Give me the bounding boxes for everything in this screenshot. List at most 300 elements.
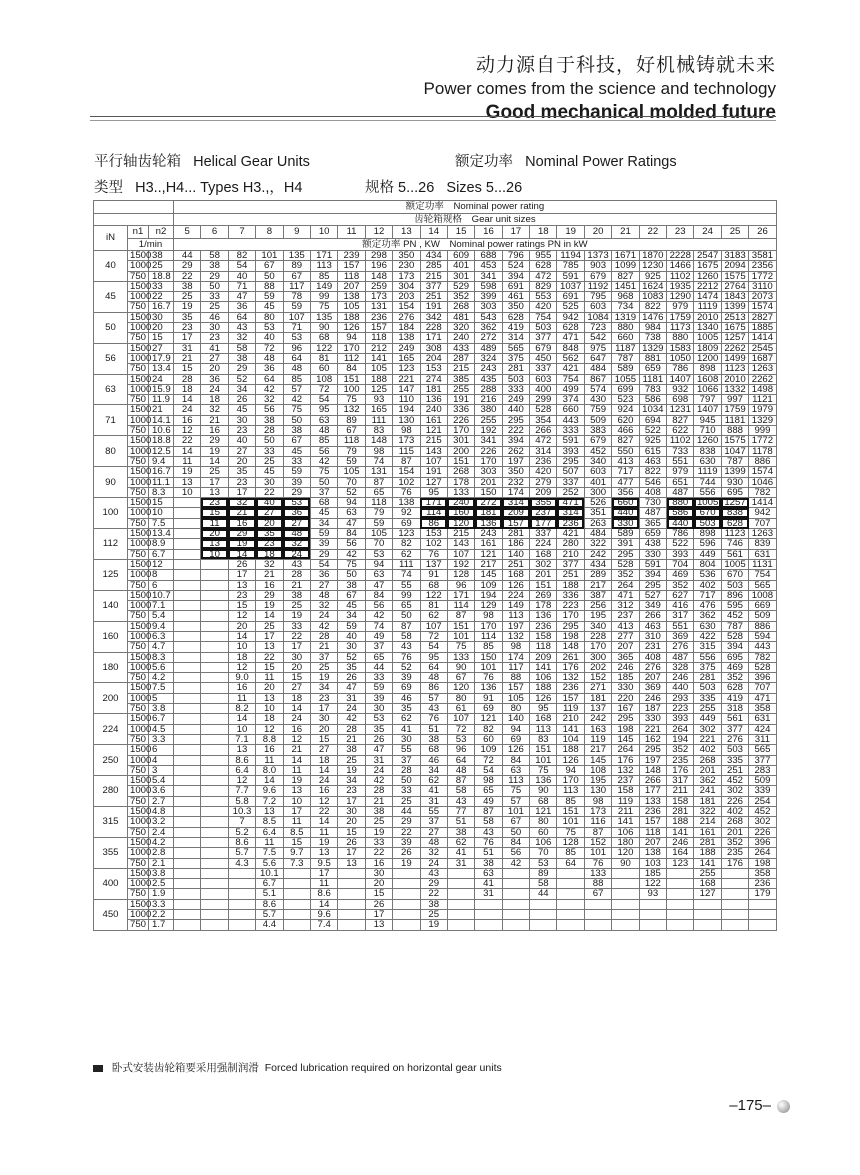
power-cell: 87 [393, 621, 420, 631]
speed-n1: 750 [128, 518, 149, 528]
size-header-6: 6 [201, 226, 228, 239]
table-row [94, 734, 777, 744]
power-cell: 24 [310, 776, 337, 786]
power-cell: 13 [201, 487, 228, 497]
power-cell: 14 [310, 765, 337, 775]
power-cell: 268 [721, 817, 748, 827]
power-cell: 25 [310, 662, 337, 672]
power-cell: 420 [530, 302, 557, 312]
power-cell: 50 [393, 776, 420, 786]
power-cell: 13 [256, 642, 283, 652]
power-cell: 35 [338, 662, 365, 672]
power-cell: 33 [365, 673, 392, 683]
power-cell: 106 [612, 827, 639, 837]
speed-n2: 4.5 [149, 724, 174, 734]
power-cell: 279 [530, 477, 557, 487]
rating-title-cn: 额定功率 [455, 154, 513, 170]
power-cell: 434 [584, 559, 611, 569]
power-cell [447, 899, 474, 909]
table-row [94, 281, 777, 291]
table-row [94, 559, 777, 569]
power-cell: 198 [557, 631, 584, 641]
power-cell [667, 899, 694, 909]
power-cell: 68 [420, 580, 447, 590]
power-cell: 1066 [694, 384, 721, 394]
power-cell: 128 [447, 570, 474, 580]
power-cell: 39 [310, 539, 337, 549]
power-cell: 10 [283, 796, 310, 806]
power-cell: 302 [694, 724, 721, 734]
speed-n2: 5.4 [149, 776, 174, 786]
power-cell: 37 [393, 755, 420, 765]
power-cell: 24 [201, 384, 228, 394]
speed-n1: 1000 [128, 384, 149, 394]
power-cell [201, 827, 228, 837]
power-cell: 74 [365, 621, 392, 631]
power-cell: 350 [502, 467, 529, 477]
power-cell: 660 [557, 405, 584, 415]
power-cell: 81 [420, 601, 447, 611]
power-cell: 141 [365, 353, 392, 363]
speed-n1: 1500 [128, 436, 149, 446]
table-row [94, 693, 777, 703]
power-cell: 2262 [749, 374, 776, 384]
power-cell: 76 [420, 549, 447, 559]
power-cell: 87 [475, 807, 502, 817]
power-cell: 215 [420, 436, 447, 446]
power-cell: 157 [502, 683, 529, 693]
power-cell: 98 [475, 776, 502, 786]
power-cell: 471 [557, 333, 584, 343]
power-cell: 237 [612, 776, 639, 786]
power-cell: 41 [393, 724, 420, 734]
power-cell: 101 [256, 251, 283, 261]
power-cell: 111 [365, 415, 392, 425]
series-title-cn: 平行轴齿轮箱 [94, 154, 181, 170]
table-row [94, 662, 777, 672]
power-cell: 522 [667, 539, 694, 549]
power-cell: 707 [749, 683, 776, 693]
speed-n2: 3.3 [149, 899, 174, 909]
speed-n1: 750 [128, 920, 149, 930]
power-cell: 351 [584, 508, 611, 518]
power-cell [612, 868, 639, 878]
power-cell: 17 [283, 807, 310, 817]
power-cell: 527 [639, 590, 666, 600]
power-cell: 333 [557, 426, 584, 436]
power-cell: 670 [721, 570, 748, 580]
power-cell: 942 [749, 508, 776, 518]
power-cell [201, 734, 228, 744]
power-cell: 98 [584, 796, 611, 806]
power-cell: 377 [557, 559, 584, 569]
speed-n2: 5 [149, 693, 174, 703]
power-cell: 174 [502, 487, 529, 497]
power-cell: 337 [557, 477, 584, 487]
power-cell: 2356 [749, 261, 776, 271]
power-cell: 25 [365, 817, 392, 827]
footnote-bullet-icon [93, 1065, 103, 1072]
power-cell: 68 [420, 745, 447, 755]
power-cell: 328 [667, 662, 694, 672]
speed-n2: 12 [149, 559, 174, 569]
power-cell: 628 [530, 261, 557, 271]
power-cell: 98 [393, 426, 420, 436]
power-cell: 466 [612, 426, 639, 436]
power-cell: 21 [310, 642, 337, 652]
power-cell: 723 [584, 323, 611, 333]
power-cell: 104 [557, 734, 584, 744]
power-cell: 26 [338, 673, 365, 683]
power-cell: 471 [749, 693, 776, 703]
power-cell: 1498 [749, 384, 776, 394]
power-cell [174, 498, 201, 508]
power-cell: 25 [256, 621, 283, 631]
speed-n2: 4.2 [149, 673, 174, 683]
power-cell [721, 899, 748, 909]
power-cell [201, 570, 228, 580]
power-cell: 287 [447, 353, 474, 363]
power-cell: 896 [721, 590, 748, 600]
speed-n2: 38 [149, 251, 174, 261]
power-cell: 628 [502, 312, 529, 322]
power-cell: 28 [174, 374, 201, 384]
table-row [94, 683, 777, 693]
power-cell: 734 [612, 302, 639, 312]
power-cell: 295 [612, 714, 639, 724]
power-cell: 22 [310, 807, 337, 817]
power-cell [201, 714, 228, 724]
power-cell: 358 [749, 704, 776, 714]
speed-n2: 6 [149, 580, 174, 590]
power-cell: 223 [667, 704, 694, 714]
power-cell: 127 [694, 889, 721, 899]
power-cell: 18 [283, 693, 310, 703]
power-cell: 176 [721, 858, 748, 868]
power-cell: 562 [557, 353, 584, 363]
power-cell: 76 [420, 714, 447, 724]
power-cell [174, 765, 201, 775]
power-cell: 35 [228, 467, 255, 477]
slogan-chinese: 动力源自于科技，好机械铸就未来 [475, 54, 776, 76]
power-cell: 20 [365, 879, 392, 889]
speed-n2: 3.8 [149, 868, 174, 878]
power-cell: 932 [667, 384, 694, 394]
power-cell: 18 [174, 384, 201, 394]
size-header-10: 10 [310, 226, 337, 239]
power-cell: 101 [584, 848, 611, 858]
power-cell: 2010 [721, 374, 748, 384]
power-cell: 64 [283, 353, 310, 363]
power-cell: 194 [393, 405, 420, 415]
power-cell: 43 [393, 642, 420, 652]
power-cell: 78 [283, 292, 310, 302]
power-cell: 24 [338, 704, 365, 714]
power-cell: 53 [365, 714, 392, 724]
power-cell: 318 [721, 704, 748, 714]
power-cell: 27 [310, 745, 337, 755]
power-cell [174, 621, 201, 631]
power-cell: 171 [310, 251, 337, 261]
power-cell: 53 [447, 734, 474, 744]
power-cell: 1046 [749, 477, 776, 487]
power-cell: 64 [256, 374, 283, 384]
power-cell: 746 [721, 539, 748, 549]
table-row [94, 261, 777, 271]
power-cell: 151 [447, 621, 474, 631]
power-cell: 72 [256, 343, 283, 353]
power-cell: 301 [447, 436, 474, 446]
power-cell: 7.7 [228, 786, 255, 796]
power-cell: 232 [502, 477, 529, 487]
power-cell: 1260 [694, 436, 721, 446]
power-cell: 694 [639, 415, 666, 425]
power-cell: 18 [256, 549, 283, 559]
power-cell [612, 879, 639, 889]
power-cell: 13 [283, 786, 310, 796]
power-cell: 484 [584, 364, 611, 374]
power-cell: 83 [365, 426, 392, 436]
power-cell: 226 [721, 796, 748, 806]
power-cell: 391 [612, 539, 639, 549]
power-cell: 145 [584, 755, 611, 765]
power-cell [749, 920, 776, 930]
power-cell [338, 899, 365, 909]
rating-title [455, 150, 677, 171]
ratio-in-140: 140 [94, 590, 128, 621]
power-cell [174, 518, 201, 528]
power-cell: 83 [530, 734, 557, 744]
power-cell: 185 [639, 868, 666, 878]
power-cell: 221 [694, 734, 721, 744]
power-cell: 11 [201, 518, 228, 528]
power-cell: 91 [420, 570, 447, 580]
power-cell: 223 [557, 601, 584, 611]
power-cell: 214 [694, 817, 721, 827]
power-cell: 33 [201, 292, 228, 302]
power-cell: 21 [338, 734, 365, 744]
power-cell: 27 [283, 683, 310, 693]
size-header-16: 16 [475, 226, 502, 239]
power-cell: 32 [201, 405, 228, 415]
sphere-icon [777, 1100, 790, 1113]
speed-n2: 2.2 [149, 910, 174, 920]
power-cell: 38 [338, 580, 365, 590]
power-cell [447, 910, 474, 920]
power-cell: 46 [201, 312, 228, 322]
power-cell: 1407 [667, 374, 694, 384]
power-cell [721, 868, 748, 878]
power-cell: 41 [420, 786, 447, 796]
power-cell: 52 [228, 374, 255, 384]
power-cell: 75 [338, 559, 365, 569]
power-cell: 132 [502, 631, 529, 641]
power-cell: 659 [639, 529, 666, 539]
speed-n1: 1500 [128, 559, 149, 569]
power-cell: 20 [201, 364, 228, 374]
power-cell: 19 [228, 539, 255, 549]
power-cell: 173 [365, 292, 392, 302]
power-cell: 330 [639, 549, 666, 559]
power-cell: 452 [721, 776, 748, 786]
speed-n1: 1500 [128, 714, 149, 724]
power-cell: 72 [447, 724, 474, 734]
power-cell: 230 [393, 261, 420, 271]
power-cell: 40 [228, 436, 255, 446]
power-cell: 215 [420, 271, 447, 281]
power-cell: 236 [557, 683, 584, 693]
power-cell: 56 [310, 446, 337, 456]
power-cell [393, 899, 420, 909]
speed-n1: 750 [128, 796, 149, 806]
power-cell: 165 [393, 353, 420, 363]
power-cell: 62 [420, 611, 447, 621]
power-cell [557, 920, 584, 930]
power-cell: 99 [310, 292, 337, 302]
power-cell: 1575 [721, 271, 748, 281]
power-cell: 63 [338, 508, 365, 518]
power-cell: 2262 [721, 343, 748, 353]
power-cell [557, 868, 584, 878]
power-cell: 622 [667, 426, 694, 436]
power-cell [201, 693, 228, 703]
power-cell: 269 [530, 590, 557, 600]
power-cell: 679 [530, 343, 557, 353]
power-cell [174, 714, 201, 724]
power-cell: 136 [475, 683, 502, 693]
power-cell: 26 [365, 734, 392, 744]
power-cell [201, 683, 228, 693]
speed-n2: 7.1 [149, 601, 174, 611]
power-cell [174, 693, 201, 703]
power-cell: 37 [365, 642, 392, 652]
power-cell: 210 [557, 549, 584, 559]
power-cell: 41 [475, 879, 502, 889]
power-cell: 217 [475, 559, 502, 569]
power-cell: 24 [310, 611, 337, 621]
power-cell: 44 [174, 251, 201, 261]
power-cell: 30 [201, 323, 228, 333]
power-cell: 161 [420, 415, 447, 425]
power-cell: 30 [365, 704, 392, 714]
power-cell: 154 [393, 467, 420, 477]
power-cell: 59 [283, 302, 310, 312]
speed-n2: 33 [149, 281, 174, 291]
speed-n2: 1.7 [149, 920, 174, 930]
power-cell: 528 [721, 631, 748, 641]
speed-n1: 750 [128, 271, 149, 281]
ratio-in-250: 250 [94, 745, 128, 776]
power-cell: 27 [256, 508, 283, 518]
power-cell: 827 [612, 271, 639, 281]
ratio-in-40: 40 [94, 251, 128, 282]
power-cell: 68 [530, 796, 557, 806]
power-cell: 14 [283, 704, 310, 714]
power-cell [201, 879, 228, 889]
power-cell: 669 [749, 601, 776, 611]
power-cell [174, 807, 201, 817]
speed-n1: 750 [128, 302, 149, 312]
power-cell: 707 [749, 518, 776, 528]
power-cell: 19 [201, 446, 228, 456]
table-row [94, 848, 777, 858]
power-cell: 72 [475, 755, 502, 765]
power-cell: 19 [310, 837, 337, 847]
power-cell: 402 [694, 745, 721, 755]
power-cell: 177 [530, 518, 557, 528]
speed-n2: 16.7 [149, 467, 174, 477]
power-cell: 12 [310, 796, 337, 806]
power-cell: 57 [502, 796, 529, 806]
power-cell [283, 879, 310, 889]
ratio-in-112: 112 [94, 529, 128, 560]
power-cell [228, 879, 255, 889]
power-cell [584, 899, 611, 909]
power-cell: 402 [694, 580, 721, 590]
power-cell [228, 920, 255, 930]
ratio-in-315: 315 [94, 807, 128, 838]
power-cell: 438 [639, 539, 666, 549]
power-cell: 113 [310, 261, 337, 271]
power-cell [667, 889, 694, 899]
power-cell: 394 [502, 271, 529, 281]
power-cell: 29 [256, 590, 283, 600]
power-cell: 5.6 [256, 858, 283, 868]
power-cell: 14 [174, 446, 201, 456]
power-cell: 99 [393, 590, 420, 600]
power-cell: 2228 [667, 251, 694, 261]
power-cell: 10.1 [256, 868, 283, 878]
power-cell: 356 [612, 487, 639, 497]
power-cell: 88 [256, 281, 283, 291]
power-cell: 153 [420, 529, 447, 539]
power-cell: 23 [310, 693, 337, 703]
power-cell: 241 [694, 786, 721, 796]
power-cell: 385 [447, 374, 474, 384]
ratio-in-450: 450 [94, 899, 128, 930]
power-cell: 201 [721, 827, 748, 837]
speed-n1: 1000 [128, 724, 149, 734]
power-cell: 1979 [749, 405, 776, 415]
power-cell: 1131 [749, 559, 776, 569]
table-row [94, 467, 777, 477]
power-cell: 19 [365, 827, 392, 837]
power-cell: 924 [612, 405, 639, 415]
power-cell: 152 [584, 673, 611, 683]
power-cell: 14 [228, 631, 255, 641]
table-row [94, 456, 777, 466]
power-cell: 603 [584, 302, 611, 312]
table-row [94, 868, 777, 878]
size-header-12: 12 [365, 226, 392, 239]
power-cell: 561 [721, 714, 748, 724]
speed-n2: 16.7 [149, 302, 174, 312]
power-cell: 249 [502, 395, 529, 405]
power-cell: 1935 [667, 281, 694, 291]
power-cell: 135 [283, 251, 310, 261]
power-cell: 31 [338, 693, 365, 703]
power-cell: 730 [639, 498, 666, 508]
power-cell: 29 [310, 549, 337, 559]
power-cell: 122 [420, 590, 447, 600]
power-cell: 17 [283, 642, 310, 652]
power-cell: 27 [201, 353, 228, 363]
power-cell: 181 [475, 508, 502, 518]
power-cell: 433 [447, 343, 474, 353]
power-cell: 54 [475, 765, 502, 775]
power-cell: 317 [667, 776, 694, 786]
power-cell: 108 [310, 374, 337, 384]
